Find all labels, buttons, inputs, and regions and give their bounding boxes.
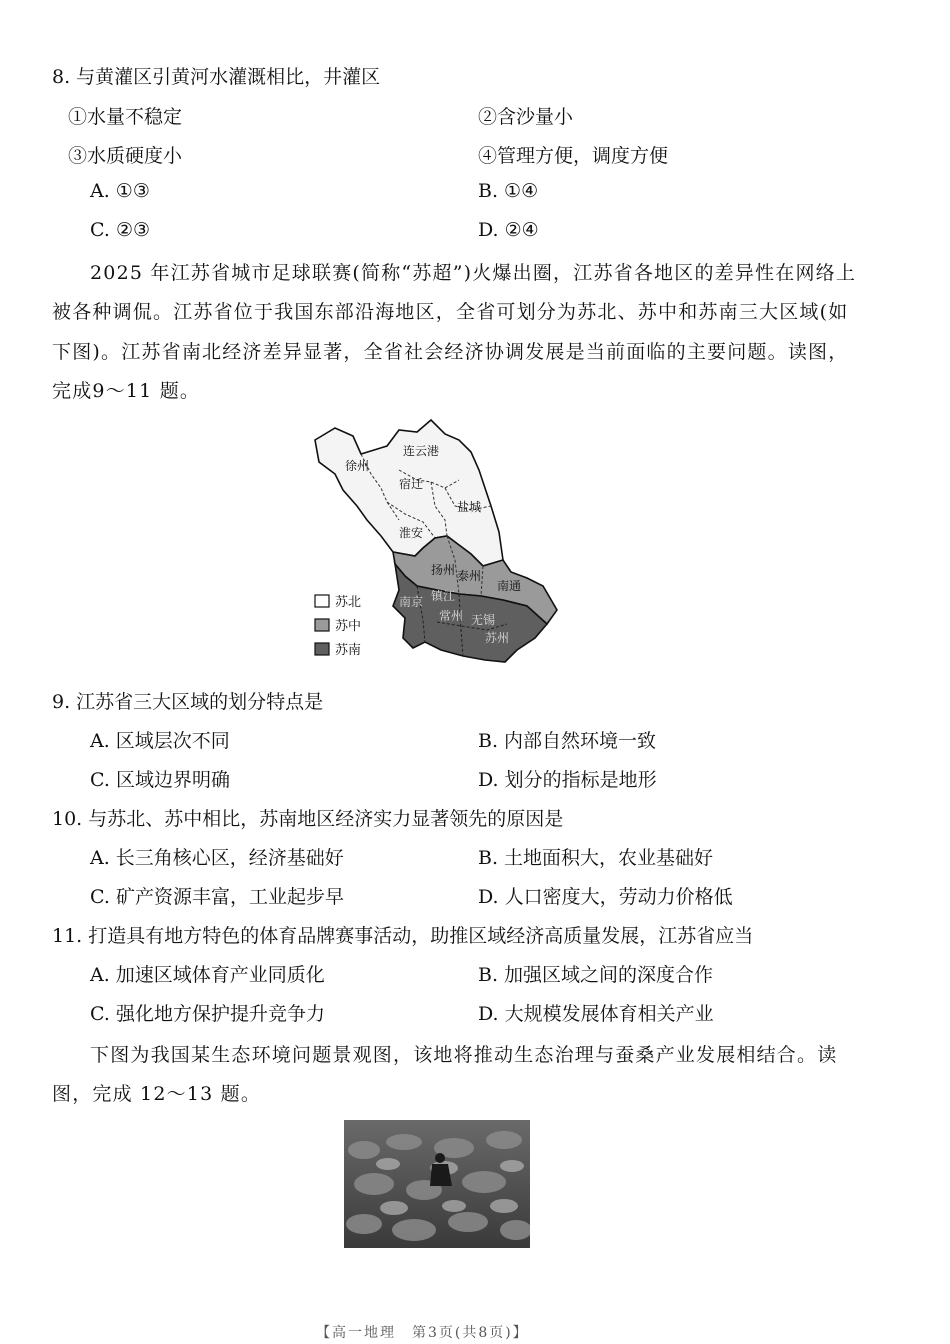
q8-option-a[interactable]: A. ①③ — [90, 180, 150, 202]
jiangsu-region-map — [295, 410, 565, 672]
city-wuxi: 无锡 — [471, 613, 496, 627]
legend-south: 苏南 — [335, 643, 362, 658]
q11-option-c[interactable]: C. 强化地方保护提升竞争力 — [90, 1003, 325, 1025]
intro1-line-4: 完成9～11 题。 — [52, 380, 201, 402]
intro1-line-1: 2025 年江苏省城市足球联赛(简称“苏超”)火爆出圈，江苏省各地区的差异性在网络上 — [90, 262, 857, 284]
city-nanjing: 南京 — [399, 595, 424, 609]
city-taizhou: 泰州 — [457, 569, 482, 583]
q11-option-d[interactable]: D. 大规模发展体育相关产业 — [478, 1003, 714, 1025]
city-zhenjiang: 镇江 — [431, 589, 456, 603]
city-lianyungang: 连云港 — [403, 444, 440, 458]
q8-stem: 8. 与黄灌区引黄河水灌溉相比，井灌区 — [52, 66, 381, 88]
subei-region — [315, 420, 503, 566]
q10-option-b[interactable]: B. 土地面积大，农业基础好 — [478, 847, 714, 869]
city-nantong: 南通 — [497, 579, 522, 593]
intro2-line-1: 下图为我国某生态环境问题景观图，该地将推动生态治理与蚕桑产业发展相结合。读 — [90, 1044, 838, 1066]
q9-stem: 9. 江苏省三大区域的划分特点是 — [52, 691, 324, 713]
legend-swatch-central — [315, 619, 329, 631]
page-footer: 【高一地理 第3页(共8页)】 — [316, 1325, 529, 1341]
q10-option-a[interactable]: A. 长三角核心区，经济基础好 — [90, 847, 344, 869]
q8-item-3: ③水质硬度小 — [68, 145, 183, 167]
q11-option-a[interactable]: A. 加速区域体育产业同质化 — [90, 964, 325, 986]
legend-swatch-south — [315, 643, 329, 655]
intro1-line-2: 被各种调侃。江苏省位于我国东部沿海地区，全省可划分为苏北、苏中和苏南三大区域(如 — [52, 301, 849, 323]
q9-option-a[interactable]: A. 区域层次不同 — [90, 730, 230, 752]
legend-central: 苏中 — [335, 619, 362, 634]
q10-option-d[interactable]: D. 人口密度大，劳动力价格低 — [478, 886, 733, 908]
city-yangzhou: 扬州 — [431, 563, 456, 577]
intro1-line-3: 下图)。江苏省南北经济差异显著，全省社会经济协调发展是当前面临的主要问题。读图， — [52, 341, 849, 363]
q11-stem: 11. 打造具有地方特色的体育品牌赛事活动，助推区域经济高质量发展，江苏省应当 — [52, 925, 754, 947]
q10-stem: 10. 与苏北、苏中相比，苏南地区经济实力显著领先的原因是 — [52, 808, 564, 830]
q11-option-b[interactable]: B. 加强区域之间的深度合作 — [478, 964, 714, 986]
q9-option-d[interactable]: D. 划分的指标是地形 — [478, 769, 657, 791]
city-changzhou: 常州 — [439, 609, 464, 623]
legend-north: 苏北 — [335, 595, 362, 610]
city-yancheng: 盐城 — [457, 500, 482, 514]
q9-option-b[interactable]: B. 内部自然环境一致 — [478, 730, 657, 752]
city-huaian: 淮安 — [399, 526, 424, 540]
city-xuzhou: 徐州 — [345, 459, 370, 473]
q8-item-4: ④管理方便，调度方便 — [478, 145, 669, 167]
q8-option-c[interactable]: C. ②③ — [90, 219, 151, 241]
q8-item-1: ①水量不稳定 — [68, 106, 183, 128]
intro2-line-2: 图，完成 12～13 题。 — [52, 1083, 262, 1105]
city-suzhou: 苏州 — [485, 631, 510, 645]
q8-option-d[interactable]: D. ②④ — [478, 219, 539, 241]
q8-item-2: ②含沙量小 — [478, 106, 574, 128]
ecology-landscape-photo — [344, 1120, 530, 1248]
q8-option-b[interactable]: B. ①④ — [478, 180, 539, 202]
q10-option-c[interactable]: C. 矿产资源丰富，工业起步早 — [90, 886, 344, 908]
q9-option-c[interactable]: C. 区域边界明确 — [90, 769, 230, 791]
legend-swatch-north — [315, 595, 329, 607]
city-suqian: 宿迁 — [399, 477, 424, 491]
